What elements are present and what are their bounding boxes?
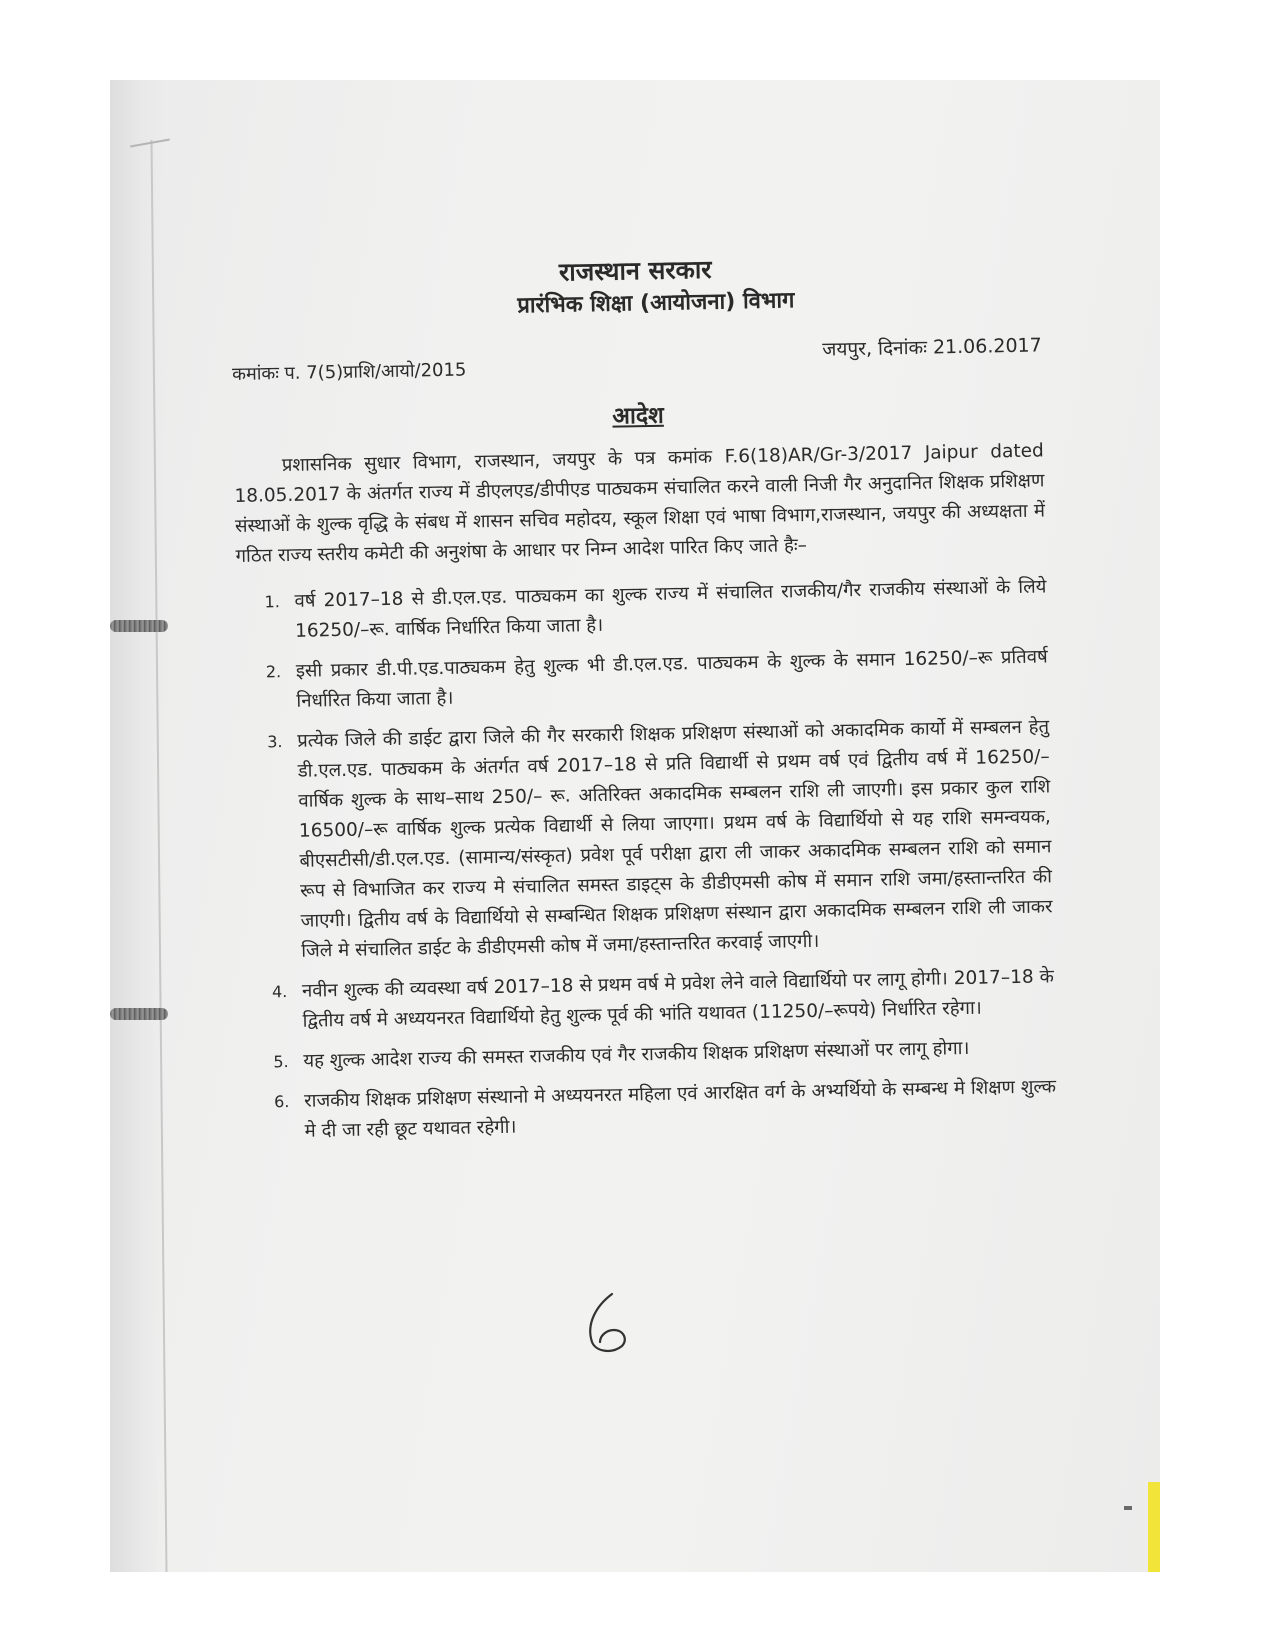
order-point: [273, 1072, 1057, 1146]
order-point: [271, 962, 1055, 1036]
point-text: नवीन शुल्क की व्यवस्था वर्ष 2017–18 से प्रथम वर्ष मे प्रवेश लेने वाले विद्यार्थियो पर लागू होगी। 2017–18 के द्वितीय वर्ष मे अध्ययनरत विद्यार्थियो हेतु शुल्क पूर्व की भांति यथावत (11250/–रूपये) निर्धारित रहेगा।: [301, 966, 1055, 1032]
point-number: 6.: [273, 1092, 290, 1112]
order-point: [265, 642, 1049, 716]
reference-number: कमांकः प. 7(5)प्राशि/आयो/2015: [231, 359, 467, 385]
spiral-binding-coil: [110, 620, 168, 632]
point-text: यह शुल्क आदेश राज्य की समस्त राजकीय एवं गैर राजकीय शिक्षक प्रशिक्षण संस्थाओं पर लागू होगा।: [303, 1037, 970, 1072]
point-number: 4.: [271, 982, 288, 1002]
point-number: 1.: [264, 592, 280, 612]
point-text: वर्ष 2017–18 से डी.एल.एड. पाठ्यकम का शुल्क राज्य में संचालित राजकीय/गैर राजकीय संस्थाओं के लिये 16250/–रू. वार्षिक निर्धारित किया जाता है।: [294, 576, 1047, 642]
corner-mark: [1124, 1506, 1132, 1510]
point-text: प्रत्येक जिले की डाईट द्वारा जिले की गैर सरकारी शिक्षक प्रशिक्षण संस्थाओं को अकादमिक कार्यो में सम्बलन हेतु डी.एल.एड. पाठ्यकम के अंतर्गत वर्ष 2017–18 से प्रति विद्यार्थी से प्रथम वर्ष एवं द्वितीय वर्ष में 16250/– वार्षिक शुल्क के साथ–साथ 250/– रू. अतिरिक्त अकादमिक सम्बलन राशि ली जाएगी। इस प्रकार कुल राशि 16500/–रू वार्षिक शुल्क प्रत्येक विद्यार्थी से लिया जाएगा। प्रथम वर्ष के विद्यार्थियो से यह राशि समन्वयक, बीएसटीसी/डी.एल.एड. (सामान्य/संस्कृत) प्रवेश पूर्व परीक्षा द्वारा ली जाकर अकादमिक सम्बलन राशि को समान रूप से विभाजित कर राज्य मे संचालित समस्त डाइट्स के डीडीएमसी कोष में समान राशि जमा/हस्तान्तरित की जाएगी। द्वितीय वर्ष के विद्यार्थियो से सम्बन्धित शिक्षक प्रशिक्षण संस्थान द्वारा अकादमिक सम्बलन राशि ली जाकर जिले मे संचालित डाईट के डीडीएमसी कोष में जमा/हस्तान्तरित करवाई जाएगी।: [297, 716, 1053, 962]
order-point: [264, 572, 1047, 646]
handwritten-page-number: [582, 1290, 642, 1356]
reference-line: [232, 332, 1043, 388]
government-heading: राजस्थान सरकार: [558, 254, 712, 287]
order-title: आदेश: [612, 402, 664, 430]
intro-paragraph: प्रशासनिक सुधार विभाग, राजस्थान, जयपुर के पत्र कमांक F.6(18)AR/Gr-3/2017 Jaipur dated 18.05.2017 के अंतर्गत राज्य में डीएलएड/डीपीएड पाठ्यकम संचालित करने वाली निजी गैर अनुदानित शिक्षक प्रशिक्षण संस्थाओं के शुल्क वृद्धि के संबध में शासन सचिव महोदय, स्कूल शिक्षा एवं भाषा विभाग,राजस्थान, जयपुर की अध्यक्षता में गठित राज्य स्तरीय कमेटी की अनुशंषा के आधार पर निम्न आदेश पारित किए जाते हैः–: [234, 440, 1046, 567]
point-text: इसी प्रकार डी.पी.एड.पाठ्यकम हेतु शुल्क भी डी.एल.एड. पाठ्यकम के शुल्क के समान 16250/–रू प्रतिवर्ष निर्धारित किया जाता है।: [295, 646, 1048, 712]
order-document: [230, 246, 1057, 1157]
reference-date: जयपुर, दिनांकः 21.06.2017: [822, 334, 1042, 361]
point-number: 5.: [273, 1052, 289, 1072]
order-points: [236, 572, 1057, 1147]
point-text: राजकीय शिक्षक प्रशिक्षण संस्थानो मे अध्ययनरत महिला एवं आरक्षित वर्ग के अभ्यर्थियो के सम्बन्ध मे शिक्षण शुल्क मे दी जा रही छूट यथावत रहेगी।: [303, 1076, 1057, 1142]
order-point: [273, 1032, 1055, 1076]
department-heading: प्रारंभिक शिक्षा (आयोजना) विभाग: [517, 288, 795, 319]
point-number: 2.: [265, 662, 282, 682]
yellow-folder-edge: [1148, 1482, 1160, 1572]
order-point: [267, 712, 1053, 966]
spiral-binding-coil: [110, 1008, 168, 1020]
point-number: 3.: [267, 732, 283, 752]
